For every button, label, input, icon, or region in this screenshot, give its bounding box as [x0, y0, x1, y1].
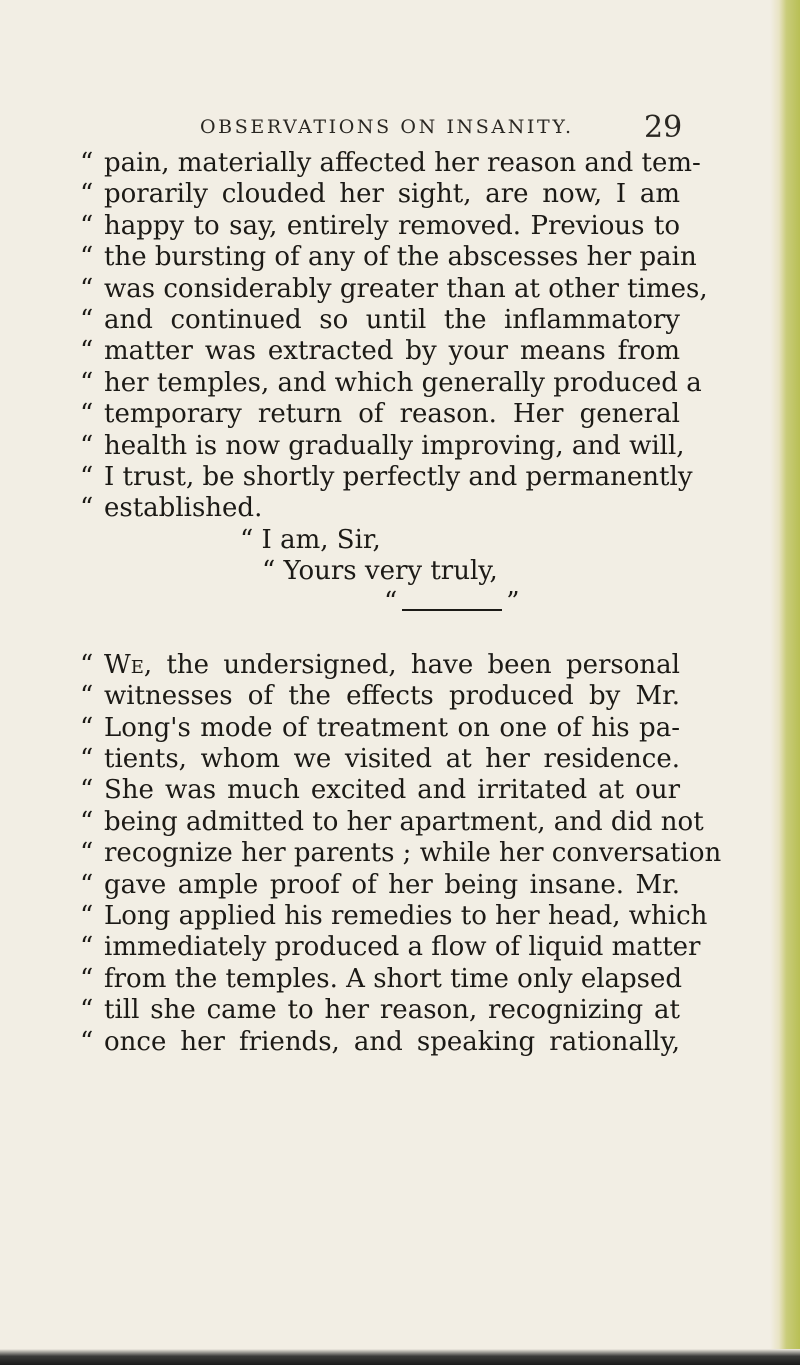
text-line: “ and continued so until the inflammatory [80, 304, 680, 335]
text-line: “ We, the undersigned, have been personal [80, 649, 680, 680]
quote-mark: “ [80, 210, 94, 241]
signature-line: “ ” [384, 587, 521, 618]
quote-mark: “ [80, 649, 94, 680]
quote-mark: “ [80, 712, 94, 743]
text-line: “ She was much excited and irritated at our [80, 775, 680, 806]
quote-mark: “ [80, 367, 94, 398]
salutation-line: “ I am, Sir, [240, 524, 381, 555]
page-edge-bottom [0, 1349, 800, 1365]
text-line: “ from the temples. A short time only elapsed [80, 963, 683, 994]
text-line: “ Long's mode of treatment on one of his pa- [80, 712, 680, 743]
running-head: OBSERVATIONS ON INSANITY. [200, 116, 574, 138]
quote-mark: “ [80, 681, 94, 712]
quote-mark: “ [80, 806, 94, 837]
text-line: “ immediately produced a flow of liquid matter [80, 932, 701, 963]
body-text [80, 148, 722, 1058]
text-line: “ I trust, be shortly perfectly and permanently [80, 461, 693, 492]
text-line: “ recognize her parents ; while her conversation [80, 838, 722, 869]
signature-mark [402, 595, 502, 611]
text-line: “ porarily clouded her sight, are now, I am [80, 179, 680, 210]
quote-mark: “ [80, 336, 94, 367]
quote-mark: “ [80, 995, 94, 1026]
text-line: “ witnesses of the effects produced by Mr. [80, 681, 680, 712]
quote-mark: “ [80, 430, 94, 461]
text-line: “ tients, whom we visited at her residence. [80, 744, 680, 775]
quote-mark: “ [80, 963, 94, 994]
page-edge-right [770, 0, 800, 1365]
text-line: “ till she came to her reason, recognizing at [80, 995, 680, 1026]
quote-mark: “ [80, 179, 94, 210]
page-number: 29 [644, 110, 683, 145]
text-line: “ established. [80, 493, 263, 524]
text-line: “ the bursting of any of the abscesses her pain [80, 242, 697, 273]
quote-mark: “ [80, 493, 94, 524]
quote-mark: “ [80, 242, 94, 273]
quote-mark: “ [80, 1026, 94, 1057]
text-line: “ her temples, and which generally produced a [80, 367, 702, 398]
text-line: “ temporary return of reason. Her general [80, 399, 680, 430]
text-line: “ happy to say, entirely removed. Previous to [80, 210, 680, 241]
paragraph-gap [80, 619, 680, 650]
page-header [0, 112, 800, 148]
quote-mark: “ [80, 775, 94, 806]
quote-mark: “ [80, 900, 94, 931]
quote-mark: “ [80, 148, 94, 178]
quote-mark: “ [80, 932, 94, 963]
closing-line: “ Yours very truly, [262, 556, 498, 587]
quote-mark: “ [80, 838, 94, 869]
text-line: “ once her friends, and speaking rationally, [80, 1026, 680, 1057]
quote-mark: “ [80, 399, 94, 430]
quote-mark: “ [80, 273, 94, 304]
text-line: “ gave ample proof of her being insane. Mr. [80, 869, 680, 900]
text-line: “ health is now gradually improving, and will, [80, 430, 685, 461]
quote-mark: “ [80, 304, 94, 335]
quote-mark: “ [80, 461, 94, 492]
text-line: “ was considerably greater than at other times, [80, 273, 708, 304]
text-line: “ being admitted to her apartment, and did not [80, 806, 704, 837]
text-line: “ Long applied his remedies to her head, which [80, 900, 708, 931]
quote-mark: “ [80, 744, 94, 775]
first-word: We, [104, 649, 153, 680]
text-line: “ matter was extracted by your means from [80, 336, 680, 367]
text-line: “ pain, materially affected her reason and tem- [80, 148, 701, 178]
quote-mark: “ [80, 869, 94, 900]
